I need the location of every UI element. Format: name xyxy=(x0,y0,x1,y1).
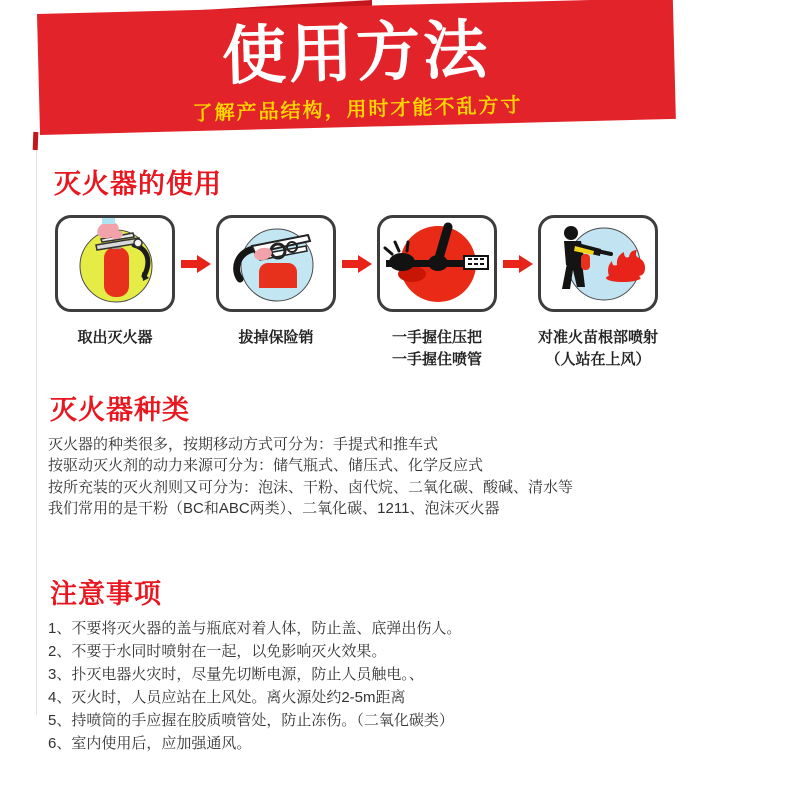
types-line: 按驱动灭火剂的动力来源可分为：储气瓶式、储压式、化学反应式 xyxy=(48,457,484,475)
usage-step-4 xyxy=(538,215,658,371)
arrow-right-icon xyxy=(503,255,533,273)
arrow-right-icon xyxy=(342,255,372,273)
page-subtitle: 了解产品结构，用时才能不乱方寸 xyxy=(192,94,523,126)
usage-steps-row xyxy=(55,215,658,371)
step-caption-line2: （人站在上风） xyxy=(545,351,651,368)
step-caption xyxy=(35,327,195,349)
step-box-4 xyxy=(538,215,658,312)
hold-handle-and-nozzle-illustration xyxy=(380,218,494,309)
section-heading-notes: 注意事项 xyxy=(50,579,162,609)
spray-at-flame-base-illustration xyxy=(541,218,655,309)
list-item: 4、灭火时，人员应站在上风处。离火源处约2-5m距离 xyxy=(48,689,406,706)
notes-list xyxy=(48,617,461,755)
types-paragraph xyxy=(48,434,573,520)
usage-step-1 xyxy=(55,215,175,349)
step-caption-line2: 一手握住喷管 xyxy=(391,351,482,368)
pull-safety-pin-illustration xyxy=(219,218,333,309)
banner-back-accent-tick xyxy=(33,132,39,150)
list-item: 6、室内使用后，应加强通风。 xyxy=(48,735,252,752)
section-heading-usage: 灭火器的使用 xyxy=(54,169,222,199)
list-item: 1、不要将灭火器的盖与瓶底对着人体，防止盖、底弹出伤人。 xyxy=(48,620,462,637)
types-line: 灭火器的种类很多，按期移动方式可分为：手提式和推车式 xyxy=(48,436,439,453)
section-heading-types: 灭火器种类 xyxy=(50,395,190,425)
usage-step-2 xyxy=(216,215,336,349)
step-caption xyxy=(518,327,678,371)
list-item: 2、不要于水同时喷射在一起，以免影响灭火效果。 xyxy=(48,643,387,660)
step-caption-line1: 一手握住压把 xyxy=(391,329,482,346)
left-border-divider xyxy=(36,148,37,715)
step-caption xyxy=(357,327,517,371)
step-arrow-3 xyxy=(497,215,538,312)
step-caption xyxy=(196,327,356,349)
step-box-3 xyxy=(377,215,497,312)
list-item: 5、持喷筒的手应握在胶质喷管处，防止冻伤。（二氧化碳类） xyxy=(48,712,454,729)
step-caption-line1: 取出灭火器 xyxy=(77,329,153,346)
types-line: 按所充装的灭火剂则又可分为：泡沫、干粉、卤代烷、二氧化碳、酸碱、清水等 xyxy=(48,478,574,496)
take-out-extinguisher-illustration xyxy=(58,218,172,309)
arrow-right-icon xyxy=(181,255,211,273)
step-caption-line1: 拔掉保险销 xyxy=(238,329,314,346)
list-item: 3、扑灭电器火灾时，尽量先切断电源，防止人员触电。、 xyxy=(48,666,424,683)
step-caption-line1: 对准火苗根部喷射 xyxy=(537,329,658,346)
page-title: 使用方法 xyxy=(221,13,491,93)
types-line: 我们常用的是干粉（BC和ABC两类）、二氧化碳、1211、泡沫灭火器 xyxy=(48,500,500,518)
step-box-1 xyxy=(55,215,175,312)
usage-step-3 xyxy=(377,215,497,371)
header-banner xyxy=(37,0,676,135)
step-arrow-2 xyxy=(336,215,377,312)
step-arrow-1 xyxy=(175,215,216,312)
step-box-2 xyxy=(216,215,336,312)
